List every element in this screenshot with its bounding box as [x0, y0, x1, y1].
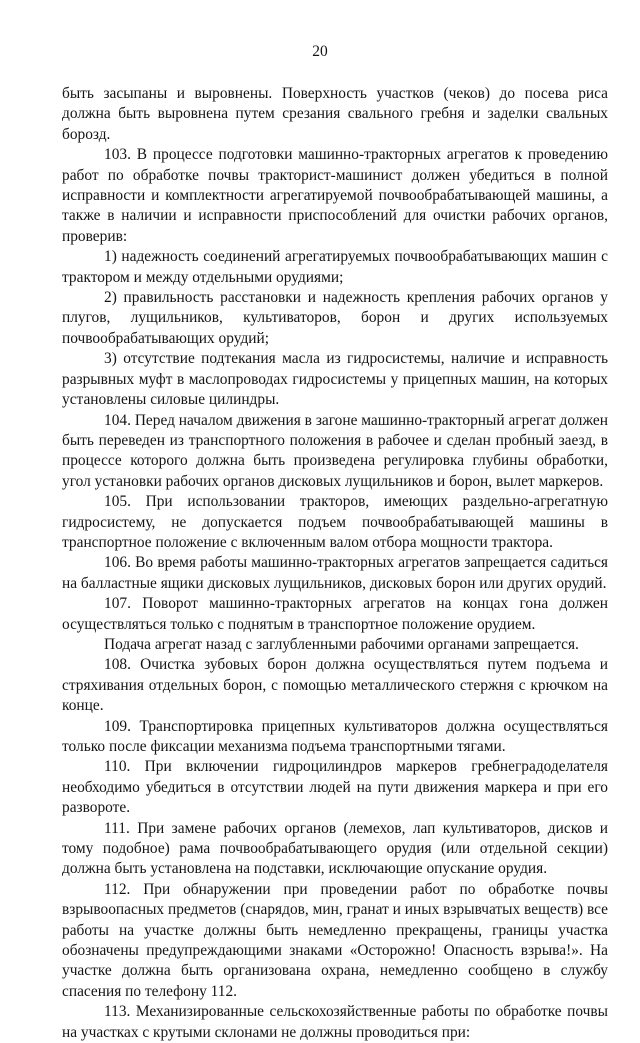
list-item-3: 3) отсутствие подтекания масла из гидросистемы, наличие и исправность разрывных муфт в маслопроводах гидросистемы у прицепных машин, на которых установлены силовые цилиндры.: [62, 350, 608, 409]
paragraph-106: 106. Во время работы машинно-тракторных агрегатов запрещается садиться на балластные ящики дисковых лущильников, дисковых борон или других орудий.: [62, 554, 608, 592]
paragraph-103: 103. В процессе подготовки машинно-тракторных агрегатов к проведению работ по обработке почвы тракторист-машинист должен убедиться в полной исправности и комплектности агрегатируемой почвообрабатывающей машины, а также в наличии и исправности приспособлений для очистки рабочих органов, проверив:: [62, 146, 608, 245]
paragraph-108: 108. Очистка зубовых борон должна осуществляться путем подъема и стряхивания отдельных борон, с помощью металлического стержня с крючком на конце.: [62, 656, 608, 715]
paragraph-111: 111. При замене рабочих органов (лемехов, лап культиваторов, дисков и тому подобное) рама почвообрабатывающего орудия (или отдельной секции) должна быть установлена на подставки, исключающие опускание орудия.: [62, 819, 608, 878]
paragraph-104: 104. Перед началом движения в загоне машинно-тракторный агрегат должен быть переведен из транспортного положения в рабочее и сделан пробный заезд, в процессе которого должна быть произведена регулировка глубины обработки, угол установки рабочих органов дисковых лущильников и борон, вылет маркеров.: [62, 411, 608, 490]
page-number: 20: [312, 43, 328, 60]
paragraph-107-note: Подача агрегат назад с заглубленными рабочими органами запрещается.: [104, 635, 579, 653]
paragraph-112: 112. При обнаружении при проведении работ по обработке почвы взрывоопасных предметов (снарядов, мин, гранат и иных взрывчатых веществ) все работы на участке должны быть немедленно прекращены, границы участка обозначены предупреждающими знаками «Осторожно! Опасность взрыва!». На участке должна быть организована охрана, немедленно сообщено в службу спасения по телефону 112.: [62, 880, 608, 1000]
paragraph-continuation: быть засыпаны и выровнены. Поверхность участков (чеков) до посева риса должна быть выровнена путем срезания свального гребня и заделки свальных борозд.: [62, 85, 608, 143]
list-item-2: 2) правильность расстановки и надежность крепления рабочих органов у плугов, лущильников, культиваторов, борон и других используемых почвообрабатывающих орудий;: [62, 289, 608, 347]
paragraph-113: 113. Механизированные сельскохозяйственные работы по обработке почвы на участках с крутыми склонами не должны проводиться при:: [62, 1003, 608, 1041]
document-body: [62, 84, 608, 1043]
paragraph-110: 110. При включении гидроцилиндров маркеров гребнеградоделателя необходимо убедиться в отсутствии людей на пути движения маркера и при его развороте.: [62, 758, 608, 817]
paragraph-109: 109. Транспортировка прицепных культиваторов должна осуществляться только после фиксации механизма подъема транспортными тягами.: [62, 717, 608, 755]
paragraph-105: 105. При использовании тракторов, имеющих раздельно-агрегатную гидросистему, не допускается подъем почвообрабатывающей машины в транспортное положение с включенным валом отбора мощности трактора.: [62, 493, 608, 551]
paragraph-107: 107. Поворот машинно-тракторных агрегатов на концах гона должен осуществляться только с поднятым в транспортное положение орудием.: [62, 595, 608, 633]
list-item-1: 1) надежность соединений агрегатируемых почвообрабатывающих машин с трактором и между отдельными орудиями;: [62, 248, 608, 286]
